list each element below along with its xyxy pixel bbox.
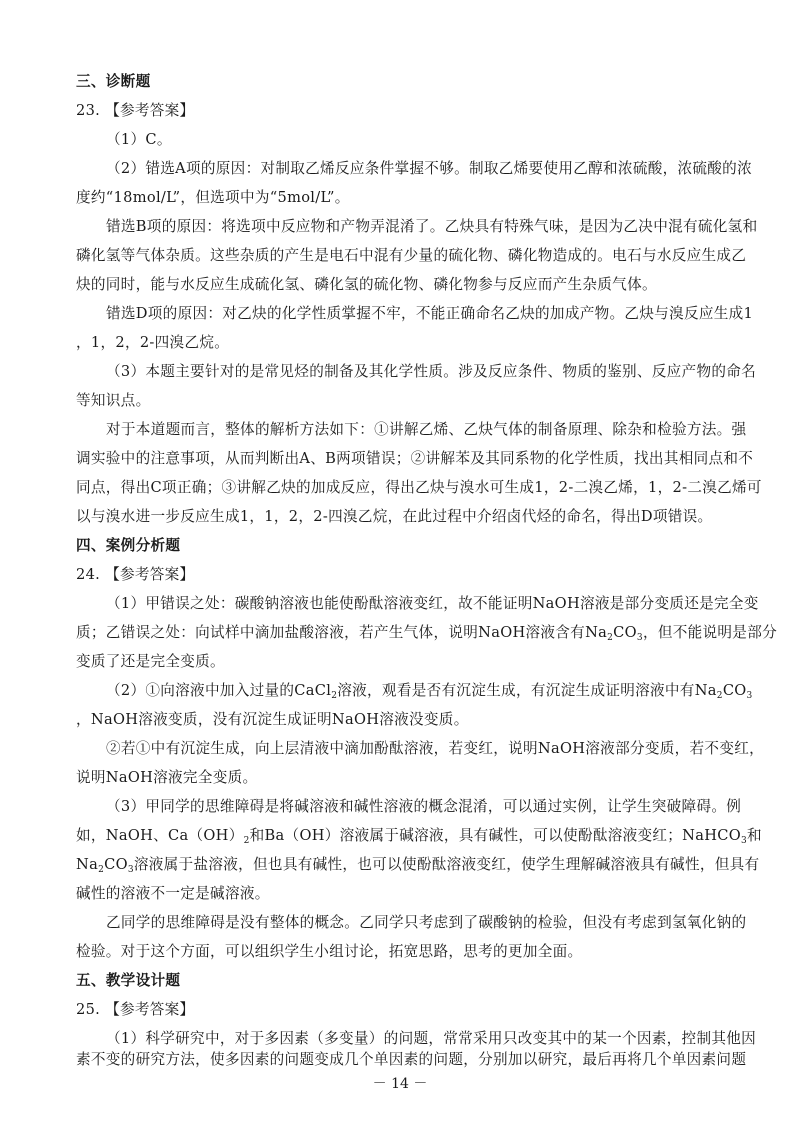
text-line: （2）错选A项的原因：对制取乙烯反应条件掌握不够。制取乙烯要使用乙醇和浓硫酸，浓硫酸的浓 xyxy=(106,160,752,177)
text-segment: 和 xyxy=(747,827,762,844)
page-number: － 14 － xyxy=(372,1076,428,1092)
q23-analysis-line4: 以与溴水进一步反应生成1，1，2，2-四溴乙烷，在此过程中介绍卤代烃的命名，得出D项错误。 xyxy=(76,508,713,525)
q23-b-line1: 错选B项的原因：将选项中反应物和产物弄混淆了。乙炔具有特殊气味，是因为乙决中混有硫化氢和 xyxy=(106,218,758,235)
subscript: 2 xyxy=(98,865,105,875)
q24-part3-line2 xyxy=(76,826,762,846)
q23-part2-line2: 度约“18mol/L”，但选项中为“5mol/L”。 xyxy=(76,189,350,206)
subscript: 3 xyxy=(746,691,753,701)
text-segment: 如，NaOH、Ca（OH） xyxy=(76,827,244,844)
q24-part3-line4: 碱性的溶液不一定是碱溶液。 xyxy=(76,885,270,902)
q25-part1-line2: 素不变的研究方法，使多因素的问题变成几个单因素的问题，分别加以研究，最后再将几个单因素问题 xyxy=(76,1051,747,1068)
text-segment: 和Ba（OH）溶液属于碱溶液，具有碱性，可以使酚酞溶液变红；NaHCO xyxy=(249,827,742,844)
q24-part3-line3 xyxy=(76,855,760,875)
q24-part2b-line2: 说明NaOH溶液完全变质。 xyxy=(76,769,258,786)
question-24-header xyxy=(76,565,728,585)
q23-analysis-line3: 同点，得出C项正确；③讲解乙炔的加成反应，得出乙炔与溴水可生成1，2-二溴乙烯，1，2-二溴乙烯可 xyxy=(76,479,762,496)
q24-part2b-line1: ②若①中有沉淀生成，向上层清液中滴加酚酞溶液，若变红，说明NaOH溶液部分变质，若不变红， xyxy=(106,740,765,757)
text-segment: 溶液属于盐溶液，但也具有碱性，也可以使酚酞溶液变红，使学生理解碱溶液具有碱性，但具有 xyxy=(133,856,760,873)
q23-b-line2: 磷化氢等气体杂质。这些杂质的产生是电石中混有少量的硫化物、磷化物造成的。电石与水反应生成乙 xyxy=(76,247,747,264)
q23-d-line1: 错选D项的原因：对乙炔的化学性质掌握不牢，不能正确命名乙炔的加成产物。乙炔与溴反应生成1 xyxy=(106,305,754,322)
question-number: 25. xyxy=(76,1001,101,1018)
q24-yi-line2: 检验。对于这个方面，可以组织学生小组讨论，拓宽思路，思考的更加全面。 xyxy=(76,943,583,960)
section-heading-diagnosis: 三、诊断题 xyxy=(76,73,151,90)
subscript: 2 xyxy=(243,836,250,846)
q23-d-line2: ，1，2，2-四溴乙烷。 xyxy=(76,334,230,351)
q23-analysis-line1: 对于本道题而言，整体的解析方法如下：①讲解乙烯、乙炔气体的制备原理、除杂和检验方法。强 xyxy=(106,421,747,438)
subscript: 3 xyxy=(741,836,748,846)
question-number: 24. xyxy=(76,566,101,583)
text-segment: CO xyxy=(104,856,128,873)
q23-b-line3: 炔的同时，能与水反应生成硫化氢、磷化氢的硫化物、磷化物参与反应而产生杂质气体。 xyxy=(76,276,657,293)
text-segment: CO xyxy=(613,624,637,641)
subscript: 3 xyxy=(636,633,643,643)
q24-part1-line1: （1）甲错误之处：碳酸钠溶液也能使酚酞溶液变红，故不能证明NaOH溶液是部分变质还是完全变 xyxy=(106,595,759,612)
q24-part3-line1: （3）甲同学的思维障碍是将碱溶液和碱性溶液的概念混淆，可以通过实例，让学生突破障碍。例 xyxy=(106,798,742,815)
q24-part1-line2 xyxy=(76,623,777,643)
q24-part2-line1 xyxy=(106,681,753,701)
reference-answer-label: 【参考答案】 xyxy=(105,566,195,583)
subscript: 3 xyxy=(127,865,134,875)
q23-part1: （1）C。 xyxy=(106,131,172,148)
subscript: 2 xyxy=(607,633,614,643)
text-segment: 溶液，观看是否有沉淀生成，有沉淀生成证明溶液中有Na xyxy=(337,682,717,699)
reference-answer-label: 【参考答案】 xyxy=(105,1001,195,1018)
q24-part2-line2: ，NaOH溶液变质，没有沉淀生成证明NaOH溶液没变质。 xyxy=(76,711,469,728)
q23-part2-line1 xyxy=(106,159,752,179)
text-segment: Na xyxy=(76,856,99,873)
question-number: 23. xyxy=(76,102,101,119)
section-heading-case-analysis: 四、案例分析题 xyxy=(76,537,181,554)
q25-part1-line1: （1）科学研究中，对于多因素（多变量）的问题，常常采用只改变其中的某一个因素，控制其他因 xyxy=(106,1030,757,1047)
text-segment: （2）①向溶液中加入过量的CaCl xyxy=(106,682,332,699)
reference-answer-label: 【参考答案】 xyxy=(105,102,195,119)
question-25-header xyxy=(76,1000,728,1020)
section-heading-teaching-design: 五、教学设计题 xyxy=(76,972,181,989)
q24-part1-line3: 变质了还是完全变质。 xyxy=(76,653,225,670)
subscript: 2 xyxy=(331,691,338,701)
text-segment: ，但不能说明是部分 xyxy=(642,624,777,641)
q23-part3-line1: （3）本题主要针对的是常见烃的制备及其化学性质。涉及反应条件、物质的鉴别、反应产物的命名 xyxy=(106,363,757,380)
q24-yi-line1: 乙同学的思维障碍是没有整体的概念。乙同学只考虑到了碳酸钠的检验，但没有考虑到氢氧化钠的 xyxy=(106,914,747,931)
q23-analysis-line2: 调实验中的注意事项，从而判断出A、B两项错误；②讲解苯及其同系物的化学性质，找出其相同点和不 xyxy=(76,450,754,467)
text-segment: 质；乙错误之处：向试样中滴加盐酸溶液，若产生气体，说明NaOH溶液含有Na xyxy=(76,624,608,641)
question-23-header xyxy=(76,101,728,121)
q23-part3-line2: 等知识点。 xyxy=(76,392,151,409)
subscript: 2 xyxy=(716,691,723,701)
text-segment: CO xyxy=(722,682,747,699)
